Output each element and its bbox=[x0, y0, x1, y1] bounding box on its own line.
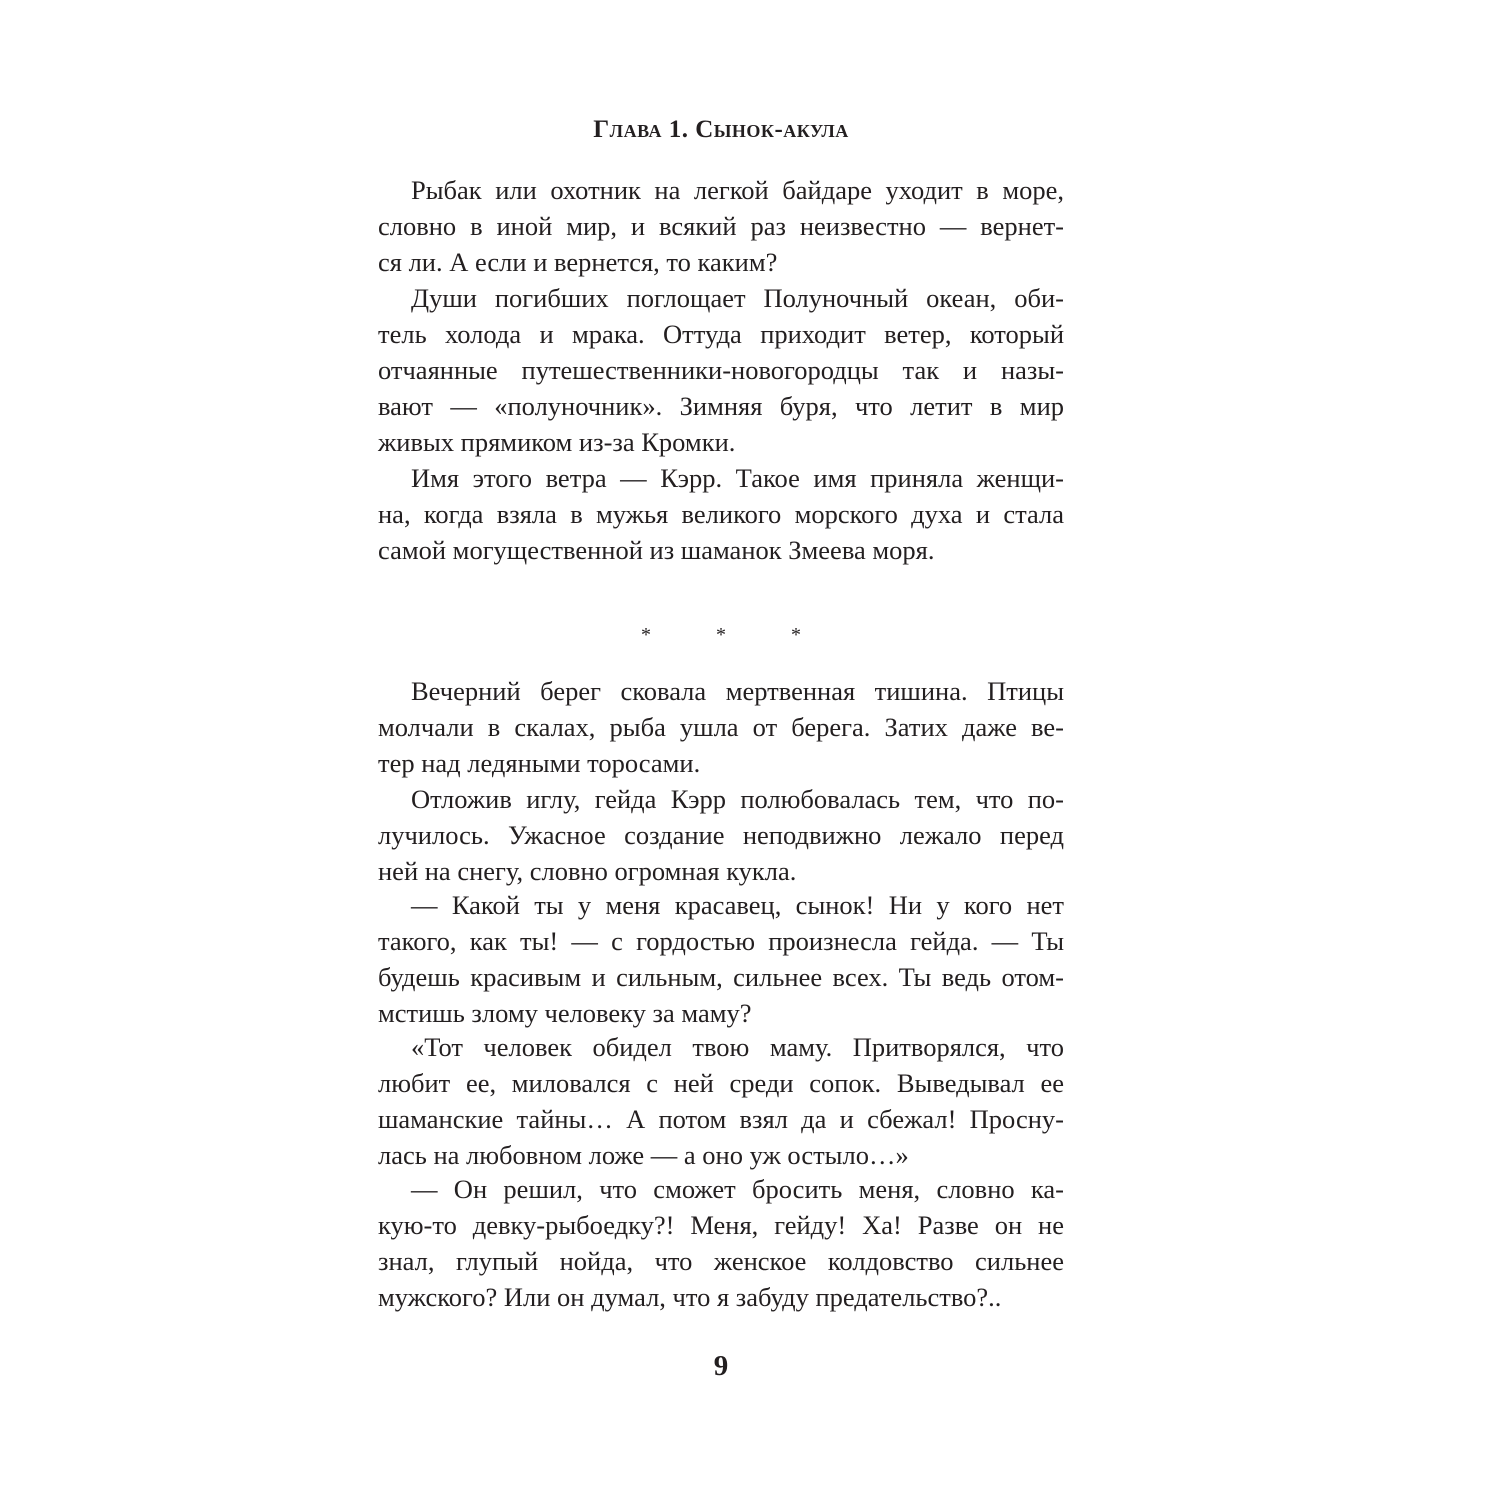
text-line: «Тот человек обидел твою маму. Притворялся, что bbox=[411, 1032, 1064, 1062]
text-line: Отложив иглу, гейда Кэрр полюбовалась тем, что по- bbox=[411, 784, 1064, 814]
text-line: живых прямиком из-за Кромки. bbox=[378, 427, 736, 457]
text-line: вают — «полуночник». Зимняя буря, что летит в мир bbox=[378, 391, 1064, 421]
text-line: мужского? Или он думал, что я забуду предательство?.. bbox=[378, 1282, 1002, 1312]
text-line: тер над ледяными торосами. bbox=[378, 748, 701, 778]
text-line: мстишь злому человеку за маму? bbox=[378, 998, 752, 1028]
text-line: Вечерний берег сковала мертвенная тишина. Птицы bbox=[411, 676, 1064, 706]
text-line: отчаянные путешественники-новогородцы так и назы- bbox=[378, 355, 1064, 385]
text-line: будешь красивым и сильным, сильнее всех. Ты ведь отом- bbox=[378, 962, 1064, 992]
text-line: самой могущественной из шаманок Змеева моря. bbox=[378, 535, 935, 565]
text-line: шаманские тайны… А потом взял да и сбежал! Просну- bbox=[378, 1104, 1064, 1134]
text-line: любит ее, миловался с ней среди сопок. Выведывал ее bbox=[378, 1068, 1064, 1098]
text-line: знал, глупый нойда, что женское колдовство сильнее bbox=[378, 1246, 1064, 1276]
text-line: — Он решил, что сможет бросить меня, словно ка- bbox=[411, 1174, 1064, 1204]
text-line: молчали в скалах, рыба ушла от берега. Затих даже ве- bbox=[378, 712, 1064, 742]
text-line: лась на любовном ложе — а оно уж остыло…» bbox=[378, 1140, 909, 1170]
text-line: Рыбак или охотник на легкой байдаре уходит в море, bbox=[411, 175, 1064, 205]
running-head: Глава 1. Сынок-акула bbox=[593, 116, 849, 143]
text-line: — Какой ты у меня красавец, сынок! Ни у кого нет bbox=[411, 890, 1064, 920]
text-line: Души погибших поглощает Полуночный океан, оби- bbox=[411, 283, 1064, 313]
page-number: 9 bbox=[713, 1350, 729, 1382]
scene-break: * * * bbox=[641, 624, 831, 646]
text-line: ся ли. А если и вернется, то каким? bbox=[378, 247, 778, 277]
text-line: на, когда взяла в мужья великого морского духа и стала bbox=[378, 499, 1064, 529]
text-line: тель холода и мрака. Оттуда приходит ветер, который bbox=[378, 319, 1064, 349]
text-line: словно в иной мир, и всякий раз неизвестно — вернет- bbox=[378, 211, 1064, 241]
text-line: Имя этого ветра — Кэрр. Такое имя приняла женщи- bbox=[411, 463, 1064, 493]
text-line: кую-то девку-рыбоедку?! Меня, гейду! Ха! Разве он не bbox=[378, 1210, 1064, 1240]
text-line: лучилось. Ужасное создание неподвижно лежало перед bbox=[378, 820, 1064, 850]
text-line: такого, как ты! — с гордостью произнесла гейда. — Ты bbox=[378, 926, 1064, 956]
text-line: ней на снегу, словно огромная кукла. bbox=[378, 856, 797, 886]
